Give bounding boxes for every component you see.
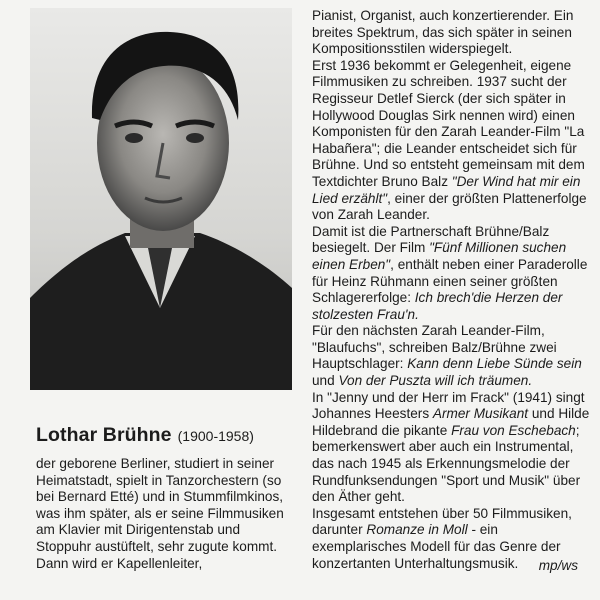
bio-p6-end: - ein exemplarisches Modell für das Genre der konzertanten Unterhaltungsmusik.: [312, 522, 561, 571]
song-title: Von der Puszta will ich träumen.: [338, 373, 533, 389]
film-title: Romanze in Moll: [366, 522, 468, 538]
bio-paragraph-4: [312, 323, 594, 389]
bio-p3-text: Damit ist die Partnerschaft Brühne/Balz besiegelt. Der Film: [312, 223, 550, 256]
bio-p5-mid: und Hilde Hildebrand die pikante: [312, 406, 590, 438]
bio-p3-mid: , enthält neben einer Paraderolle für Heinz Rühmann einen seiner größten Schlagererfolge:: [312, 256, 588, 306]
bio-p2-end: , einer der größten Plattenerfolge von Zarah Leander.: [312, 190, 587, 223]
bio-p5-end: ; bemerkenswert aber auch ein Instrumental, das nach 1945 als Erkennungsmelodie der Rundfunksendungen "Sport und Musik" über den Äther geht.: [312, 422, 581, 505]
bio-paragraph-5: [312, 390, 594, 506]
composer-years: (1900-1958): [177, 428, 254, 444]
bio-paragraph-3: [312, 224, 594, 324]
portrait-photo: [30, 8, 292, 390]
biography-left-column: [36, 456, 292, 572]
film-title: "Fünf Millionen suchen einen Erben": [312, 240, 567, 272]
song-title: Frau von Eschebach: [451, 422, 576, 438]
song-title: Kann denn Liebe Sünde sein: [407, 356, 582, 372]
song-title: Ich brech'die Herzen der stolzesten Frau'n.: [312, 290, 563, 322]
bio-left-text: der geborene Berliner, studiert in seiner Heimatstadt, spielt in Tanzorchestern (so bei Bernard Etté) und in Stummfilmkinos, was ihm später, als er seine Filmmusiken am Klavier mit Dirigentenstab und Stoppuhr austüftelt, sehr zugute kommt. Dann wird er Kapellenleiter,: [36, 456, 284, 571]
bio-p5-text: In "Jenny und der Herr im Frack" (1941) singt Johannes Heesters: [312, 389, 585, 422]
portrait-illustration: [30, 8, 292, 390]
bio-p2-text: Erst 1936 bekommt er Gelegenheit, eigene Filmmusiken zu schreiben. 1937 sucht der Regisseur Detlef Sierck (der sich später in Hollywood Douglas Sirk nennen wird) einen Komponisten für den Zarah Leander-Film "La Habañera"; die Leander entscheidet sich für Brühne. Und so entsteht gemeinsam mit dem Textdichter Bruno Balz: [312, 57, 585, 189]
biography-right-column: [312, 8, 594, 572]
bio-paragraph-1: Pianist, Organist, auch konzertierender. Ein breites Spektrum, das sich später in seinen Kompositionsstilen widerspiegelt.: [312, 8, 574, 57]
bio-p6-text: Insgesamt entstehen über 50 Filmmusiken, darunter: [312, 505, 572, 538]
bio-p4-and: und: [312, 373, 339, 389]
composer-name: Lothar Brühne: [36, 424, 172, 446]
song-title: Armer Musikant: [432, 406, 529, 422]
author-signature: mp/ws: [538, 558, 578, 573]
song-title: "Der Wind hat mir ein Lied erzählt": [312, 173, 581, 206]
biography-heading: [36, 424, 296, 447]
bio-p4-text: Für den nächsten Zarah Leander-Film, "Blaufuchs", schreiben Balz/Brühne zwei Hauptschlager:: [312, 323, 557, 372]
bio-paragraph-2: [312, 58, 594, 224]
